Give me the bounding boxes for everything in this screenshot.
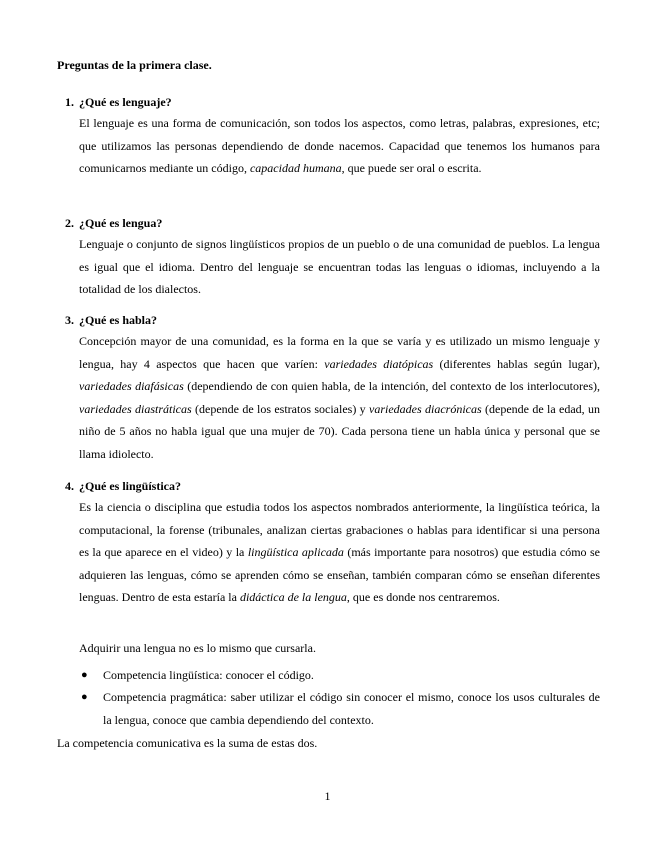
italic-term: variedades diacrónicas	[369, 401, 482, 416]
list-item	[79, 664, 600, 687]
question-heading	[65, 310, 600, 330]
question-title: ¿Qué es habla?	[79, 313, 158, 327]
italic-term: variedades diastráticas	[79, 401, 192, 416]
question-number: 2.	[65, 216, 74, 230]
competence-list	[79, 664, 600, 732]
italic-term: lingüística aplicada	[247, 545, 344, 559]
question-answer	[79, 496, 600, 609]
list-item	[79, 686, 600, 731]
acquisition-note	[79, 637, 600, 731]
page-number: 1	[324, 789, 331, 803]
answer-paragraph: Lenguaje o conjunto de signos lingüísticos propios de un pueblo o de una comunidad de pueblos. La lengua es igual que el idioma. Dentro del lenguaje se encuentran todas las lenguas o idiomas, incluyendo a la totalidad de los dialectos.	[79, 237, 600, 296]
question-title: ¿Qué es lenguaje?	[79, 95, 172, 109]
italic-term: variedades diafásicas	[79, 379, 184, 393]
question-answer	[79, 330, 600, 465]
question-title: ¿Qué es lingüística?	[79, 479, 182, 493]
question-answer	[79, 233, 600, 301]
bullet-icon: ●	[81, 668, 88, 681]
answer-paragraph: Es la ciencia o disciplina que estudia todos los aspectos nombrados anteriormente, la lingüística teórica, la computacional, la forense (tribunales, analizan ciertas grabaciones o hablas para identificar si una persona es la que aparece en el video) y la lingüística aplicada (más importante para nosotros) que estudia cómo se adquieren las lenguas, cómo se aprenden cómo se enseñan, también comparan cómo se enseñan diferentes lenguas. Dentro de esta estaría la didáctica de la lengua, que es donde nos centraremos.	[79, 500, 600, 604]
question-heading	[65, 92, 600, 112]
answer-paragraph: Concepción mayor de una comunidad, es la forma en la que se varía y es utilizado un mismo lenguaje y lengua, hay 4 aspectos que hacen que varíen: variedades diatópicas (diferentes hablas según lugar), variedades diafásicas (dependiendo de con quien habla, de la intención, del contexto de los interlocutores), variedades diastráticas (depende de los estratos sociales) y variedades diacrónicas (depende de la edad, un niño de 5 años no habla igual que una mujer de 70). Cada persona tiene un habla única y personal que se llama idiolecto.	[79, 334, 601, 461]
question-number: 4.	[65, 479, 74, 493]
page-title: Preguntas de la primera clase.	[57, 58, 212, 72]
answer-paragraph: El lenguaje es una forma de comunicación, son todos los aspectos, como letras, palabras, expresiones, etc; que utilizamos las personas dependiendo de donde nacemos. Capacidad que tenemos los humanos para comunicarnos mediante un código, capacidad humana, que puede ser oral o escrita.	[79, 116, 600, 175]
question-1	[65, 92, 600, 180]
question-2	[65, 213, 600, 301]
question-number: 3.	[65, 313, 74, 327]
question-answer	[79, 112, 600, 180]
question-3	[65, 310, 600, 465]
italic-term: didáctica de la lengua	[239, 590, 347, 604]
question-title: ¿Qué es lengua?	[79, 216, 163, 230]
list-item-text: Competencia pragmática: saber utilizar el código sin conocer el mismo, conoce los usos culturales de la lengua, conoce que cambia dependiendo del contexto.	[103, 690, 600, 727]
italic-term: capacidad humana	[249, 161, 342, 175]
acquisition-intro: Adquirir una lengua no es lo mismo que cursarla.	[79, 641, 316, 655]
question-4	[65, 476, 600, 609]
list-item-text: Competencia lingüística: conocer el código.	[103, 667, 314, 682]
summary-line: La competencia comunicativa es la suma de estas dos.	[57, 736, 318, 750]
question-heading	[65, 213, 600, 233]
question-heading	[65, 476, 600, 496]
italic-term: variedades diatópicas	[324, 356, 434, 371]
bullet-icon: ●	[81, 691, 88, 703]
question-number: 1.	[65, 95, 74, 109]
